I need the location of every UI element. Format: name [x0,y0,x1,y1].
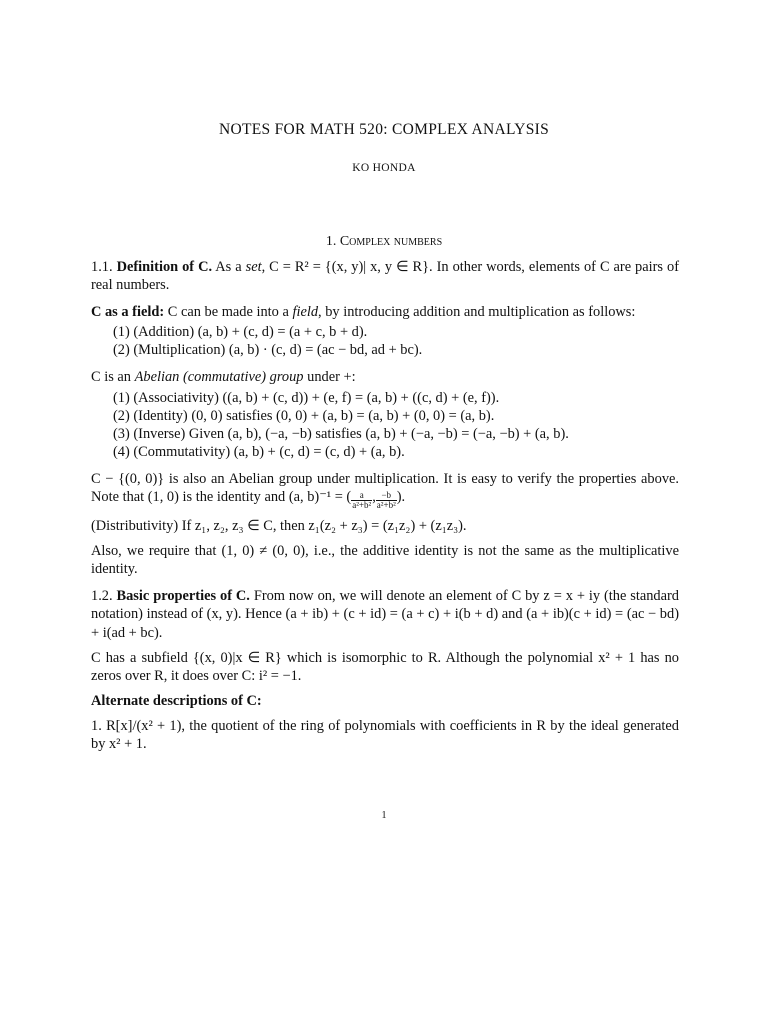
fraction-numerator: −b [376,491,397,501]
basic-properties-paragraph [91,587,679,641]
group-text-cont: under +: [307,369,356,386]
fraction-separator: , [372,489,376,506]
field-paragraph [91,303,679,321]
list-item: (2) (Identity) (0, 0) satisfies (0, 0) + (a, b) = (a, b) + (0, 0) = (a, b). [113,407,495,424]
alternate-descriptions-heading: Alternate descriptions of C: [91,692,262,709]
author-name: KO HONDA [352,162,416,174]
field-heading: C as a field: [91,304,165,321]
list-item: (4) (Commutativity) (a, b) + (c, d) = (c, d) + (a, b). [113,443,405,460]
field-text: C can be made into a [167,304,289,321]
alternate-description-item: 1. R[x]/(x² + 1), the quotient of the ring of polynomials with coefficients in R by the ideal generated by x² + 1. [91,717,679,752]
fraction-denominator: a²+b² [376,500,396,511]
mult-text-end: ). [396,489,406,506]
mult-text: C − {(0, 0)} is also an Abelian group under multiplication. It is easy to verify the properties above. Note that (1, 0) is the identity and (a, b)⁻¹ = ( [91,470,679,506]
page-number: 1 [381,810,387,821]
list-item: (2) (Multiplication) (a, b) · (c, d) = (ac − bd, ad + bc). [113,342,423,359]
paper-title: NOTES FOR MATH 520: COMPLEX ANALYSIS [218,121,550,138]
field-text-cont: , by introducing addition and multiplication as follows: [318,304,636,321]
subfield-paragraph: C has a subfield {(x, 0)|x ∈ R} which is isomorphic to R. Although the polynomial x² + 1 has no zeros over R, it does over C: i² = −1. [91,649,679,684]
body-text [91,258,679,753]
list-item: (1) (Associativity) ((a, b) + (c, d)) + (e, f) = (a, b) + ((c, d) + (e, f)). [113,389,500,406]
fraction-numerator: a [351,491,372,501]
emph-field: field [292,304,319,321]
definition-text: As a [215,259,242,275]
group-axioms-list [91,389,679,461]
inverse-fraction-imag [376,491,397,510]
subsection-number: 1.1. [91,259,113,275]
list-item: (3) (Inverse) Given (a, b), (−a, −b) satisfies (a, b) + (−a, −b) = (−a, −b) + (a, b). [113,425,569,442]
basic-properties-text: From now on, we will denote an element of C by z = x + iy (the standard notation) instead of (x, y). Hence (a + ib) + (c + id) = (a + c) + i(b + d) and (a + ib)(c + id) = (ac − bd) + i(ad + bc). [91,588,679,641]
identity-note-paragraph: Also, we require that (1, 0) ≠ (0, 0), i.e., the additive identity is not the same as the multiplicative identity. [91,543,679,578]
group-paragraph [91,368,679,386]
definition-paragraph [91,258,679,294]
emph-abelian-group: Abelian (commutative) group [134,369,304,386]
group-text: C is an [91,369,131,386]
distributivity-paragraph: (Distributivity) If z₁, z₂, z₃ ∈ C, then z₁(z₂ + z₃) = (z₁z₂) + (z₁z₃). [91,518,467,535]
list-item: (1) (Addition) (a, b) + (c, d) = (a + c, b + d). [113,324,368,341]
subsection-heading: Basic properties of C. [116,588,250,605]
subsection-heading: Definition of C. [116,259,213,275]
section-number: 1. [325,234,337,249]
fraction-denominator: a²+b² [352,500,372,511]
field-operations-list [91,323,679,359]
multiplicative-group-paragraph [91,470,679,510]
inverse-fraction-real [351,491,372,510]
definition-text-cont: , C = R² = {(x, y)| x, y ∈ R}. In other words, elements of C are pairs of real numbers. [91,259,679,294]
section-title: Complex numbers [339,234,443,249]
subsection-number: 1.2. [91,588,113,605]
section-heading [0,234,768,250]
emph-set: set [245,259,262,275]
